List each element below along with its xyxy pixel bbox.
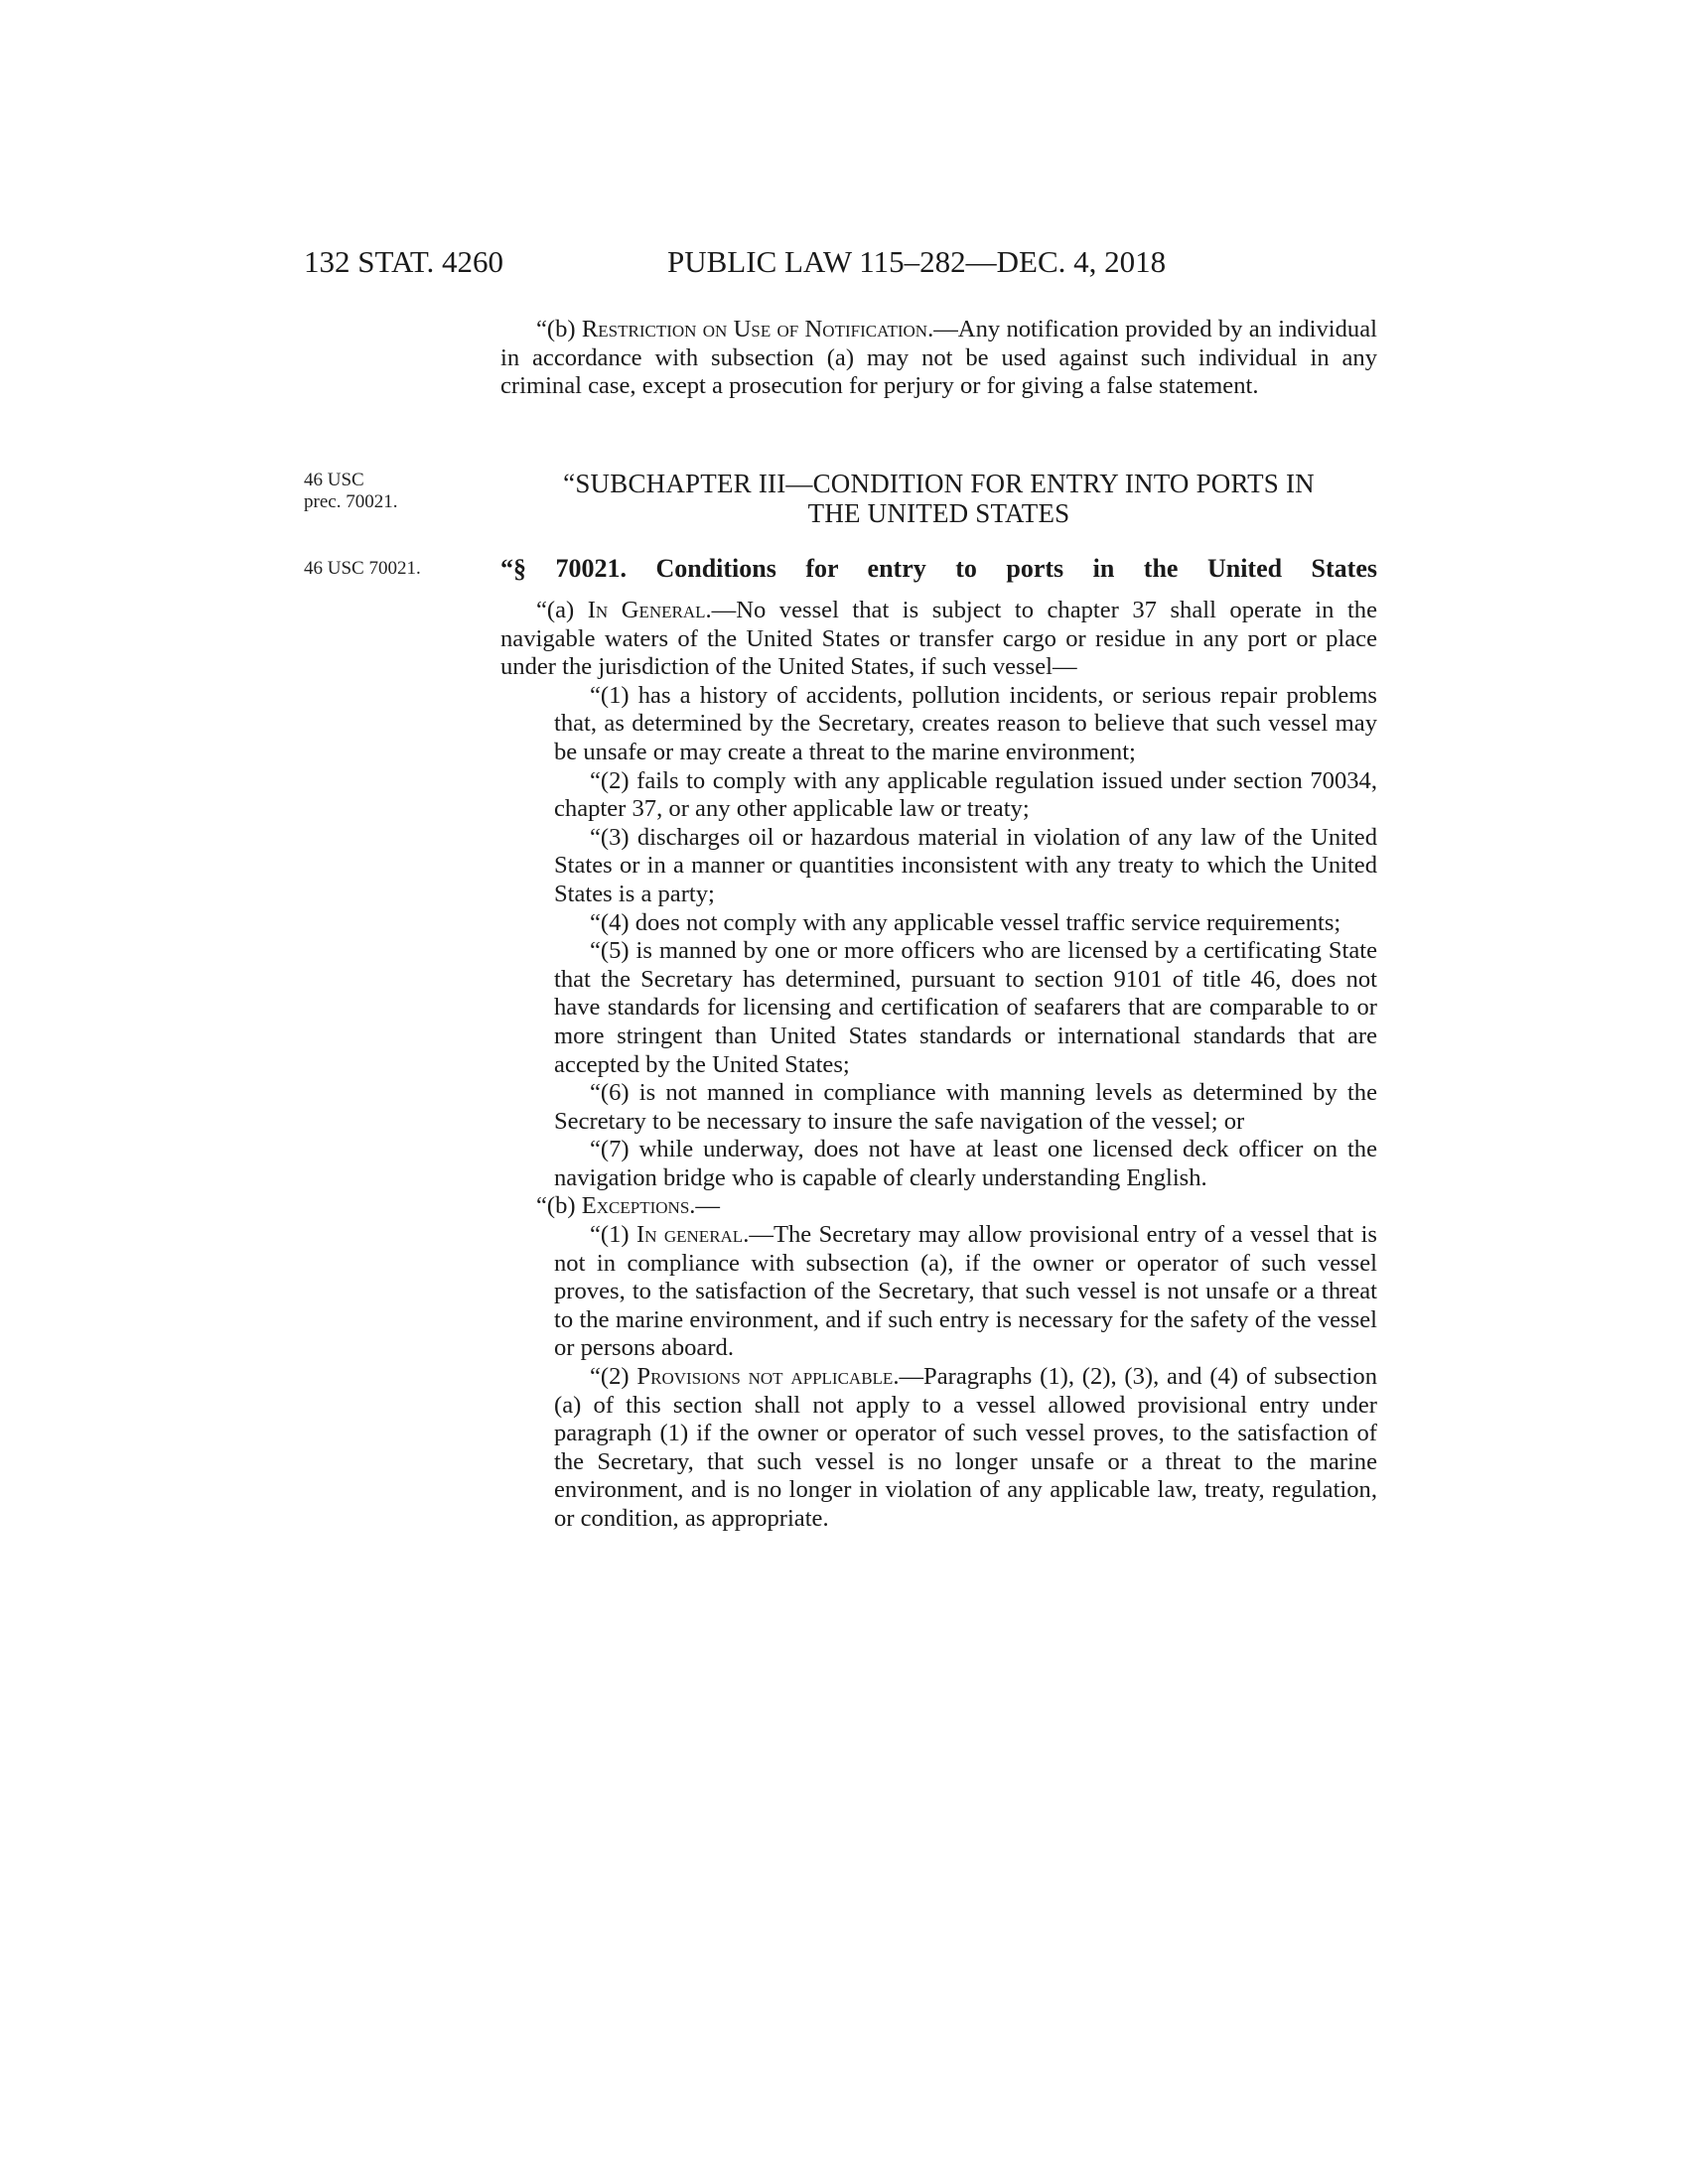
section-body	[500, 597, 1377, 1534]
paragraph-text: .—Any notification provided by an individual in accordance with subsection (a) may not be used against such individual in any criminal case, except a prosecution for perjury or for giving a false statement.	[500, 316, 1377, 400]
subchapter-line-1: “SUBCHAPTER III—CONDITION FOR ENTRY INTO PORTS IN	[563, 469, 1315, 498]
exception-paragraph-1	[554, 1221, 1377, 1363]
section-margin-note: 46 USC 70021.	[304, 558, 421, 579]
paragraph-text: .—Paragraphs (1), (2), (3), and (4) of subsection (a) of this section shall not apply to a vessel allowed provisional entry under paragraph (1) if the owner or operator of such vessel proves, to the satisfaction of the Secretary, that such vessel is no longer unsafe or a threat to the marine environment, and is no longer in violation of any applicable law, treaty, regulation, or condition, as appropriate.	[554, 1363, 1378, 1532]
subchapter-line-2: THE UNITED STATES	[807, 498, 1070, 528]
section-title: “§ 70021. Conditions for entry to ports in the United States	[500, 554, 1377, 583]
list-item: “(6) is not manned in compliance with manning levels as determined by the Secretary to be necessary to insure the safe navigation of the vessel; or	[554, 1079, 1377, 1135]
page-header	[304, 244, 1386, 284]
subsection-label: “(b)	[536, 1192, 582, 1220]
list-item: “(2) fails to comply with any applicable regulation issued under section 70034, chapter 37, or any other applicable law or treaty;	[554, 766, 1377, 823]
list-item: “(4) does not comply with any applicable vessel traffic service requirements;	[590, 908, 1341, 936]
paragraph-label: “(b)	[536, 316, 582, 342]
paragraph-text: .—The Secretary may allow provisional entry of a vessel that is not in compliance with subsection (a), if the owner or operator of such vessel proves, to the satisfaction of the Secretary, that such vessel is not unsafe or a threat to the marine environment, and if such entry is necessary for the safety of the vessel or persons aboard.	[554, 1221, 1378, 1362]
margin-note-line: prec. 70021.	[304, 491, 398, 512]
list-item: “(7) while underway, does not have at least one licensed deck officer on the navigation bridge who is capable of clearly understanding English.	[554, 1136, 1377, 1191]
paragraph-heading: Restriction on Use of Notification	[581, 316, 928, 342]
subchapter-margin-note	[304, 470, 397, 513]
subchapter-heading	[500, 469, 1377, 528]
paragraph-heading: Provisions not applicable	[636, 1363, 894, 1391]
paragraph-heading: In general	[636, 1221, 744, 1249]
subsection-a	[500, 597, 1377, 682]
subsection-b-heading	[500, 1192, 1377, 1221]
paragraph-label: “(2)	[590, 1363, 637, 1391]
subsection-heading: In General	[587, 597, 706, 623]
subsection-heading: Exceptions	[581, 1192, 690, 1220]
restriction-paragraph	[500, 316, 1377, 401]
list-item: “(1) has a history of accidents, pollution incidents, or serious repair problems that, as determined by the Secretary, creates reason to believe that such vessel may be unsafe or may create a threat to the marine environment;	[554, 681, 1377, 765]
list-item: “(5) is manned by one or more officers who are licensed by a certificating State that the Secretary has determined, pursuant to section 9101 of title 46, does not have standards for licensing and certification of seafarers that are comparable to or more stringent than United States standards or international standards that are accepted by the United States;	[554, 937, 1377, 1078]
margin-note-line: 46 USC	[304, 470, 364, 490]
subsection-label: “(a)	[536, 597, 588, 623]
exception-paragraph-2	[554, 1363, 1377, 1534]
subsection-text: .—No vessel that is subject to chapter 37 shall operate in the navigable waters of the United States or transfer cargo or residue in any port or place under the jurisdiction of the United States, if such vessel—	[500, 597, 1377, 681]
paragraph-label: “(1)	[590, 1221, 636, 1249]
stat-citation: 132 STAT. 4260	[304, 244, 504, 279]
public-law-heading: PUBLIC LAW 115–282—DEC. 4, 2018	[667, 244, 1167, 279]
list-item: “(3) discharges oil or hazardous material in violation of any law of the United States or in a manner or quantities inconsistent with any treaty to which the United States is a party;	[554, 823, 1377, 907]
subsection-heading-suffix: .—	[689, 1192, 721, 1220]
